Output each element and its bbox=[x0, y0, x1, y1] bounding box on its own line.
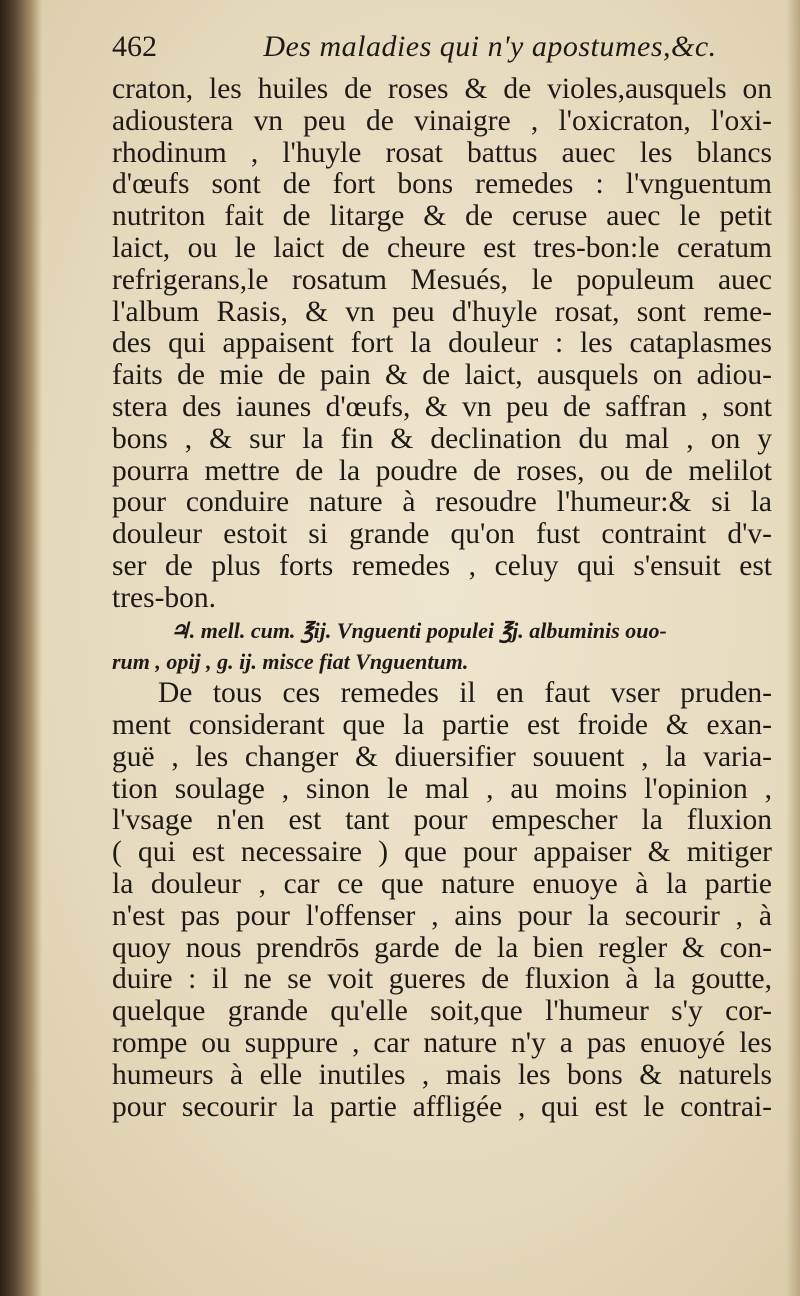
text-line: l'album Rasis, & vn peu d'huyle rosat, sont reme- bbox=[112, 296, 772, 328]
text-line: ment considerant que la partie est froide & exan- bbox=[112, 709, 772, 741]
text-line: pour conduire nature à resoudre l'humeur:& si la bbox=[112, 487, 772, 519]
text-line: guë , les changer & diuersifier souuent , la varia- bbox=[112, 741, 772, 773]
text-line: adioustera vn peu de vinaigre , l'oxicraton, l'oxi- bbox=[112, 105, 772, 137]
paragraph-2 bbox=[112, 678, 772, 1123]
paragraph-1 bbox=[112, 74, 772, 615]
page-number: 462 bbox=[112, 30, 157, 63]
text-line: faits de mie de pain & de laict, ausquels on adiou- bbox=[112, 360, 772, 392]
text-line: n'est pas pour l'offenser , ains pour la secourir , à bbox=[112, 900, 772, 932]
text-line: douleur estoit si grande qu'on fust contraint d'v- bbox=[112, 519, 772, 551]
recipe-block bbox=[112, 615, 772, 679]
text-line: duire : il ne se voit gueres de fluxion à la goutte, bbox=[112, 964, 772, 996]
page-edge bbox=[786, 0, 800, 1296]
text-line: nutriton fait de litarge & de ceruse auec le petit bbox=[112, 201, 772, 233]
text-line: bons , & sur la fin & declination du mal , on y bbox=[112, 423, 772, 455]
text-line: d'œufs sont de fort bons remedes : l'vnguentum bbox=[112, 169, 772, 201]
text-line: quelque grande qu'elle soit,que l'humeur s'y cor- bbox=[112, 996, 772, 1028]
running-title: Des maladies qui n'y apostumes,&c. bbox=[263, 30, 717, 63]
text-line: pourra mettre de la poudre de roses, ou de melilot bbox=[112, 455, 772, 487]
text-line: laict, ou le laict de cheure est tres-bon:le ceratum bbox=[112, 232, 772, 264]
binding-gutter bbox=[0, 0, 42, 1296]
text-line: l'vsage n'en est tant pour empescher la fluxion bbox=[112, 805, 772, 837]
text-line: stera des iaunes d'œufs, & vn peu de saffran , sont bbox=[112, 391, 772, 423]
text-line: refrigerans,le rosatum Mesués, le populeum auec bbox=[112, 264, 772, 296]
text-line: humeurs à elle inutiles , mais les bons & naturels bbox=[112, 1059, 772, 1091]
page-header bbox=[112, 30, 772, 74]
text-line: des qui appaisent fort la douleur : les cataplasmes bbox=[112, 328, 772, 360]
text-line: tion soulage , sinon le mal , au moins l'opinion , bbox=[112, 773, 772, 805]
text-line: tres-bon. bbox=[112, 582, 217, 614]
recipe-line: rum , opij , g. ij. misce fiat Vnguentum. bbox=[112, 649, 469, 675]
text-line: quoy nous prendrōs garde de la bien regler & con- bbox=[112, 932, 772, 964]
text-block bbox=[112, 30, 772, 1123]
text-line: ( qui est necessaire ) que pour appaiser & mitiger bbox=[112, 837, 772, 869]
text-line: la douleur , car ce que nature enuoye à la partie bbox=[112, 868, 772, 900]
text-line: ser de plus forts remedes , celuy qui s'ensuit est bbox=[112, 550, 772, 582]
text-line: De tous ces remedes il en faut vser pruden- bbox=[158, 678, 772, 710]
text-line: rhodinum , l'huyle rosat battus auec les blancs bbox=[112, 137, 772, 169]
text-line: pour secourir la partie affligée , qui est le contrai- bbox=[112, 1091, 772, 1123]
text-line: rompe ou suppure , car nature n'y a pas enuoyé les bbox=[112, 1027, 772, 1059]
text-line: craton, les huiles de roses & de violes,ausquels on bbox=[112, 74, 772, 105]
recipe-line: ♃. mell. cum. ℥ij. Vnguenti populei ℥j. albuminis ouo- bbox=[170, 617, 667, 643]
